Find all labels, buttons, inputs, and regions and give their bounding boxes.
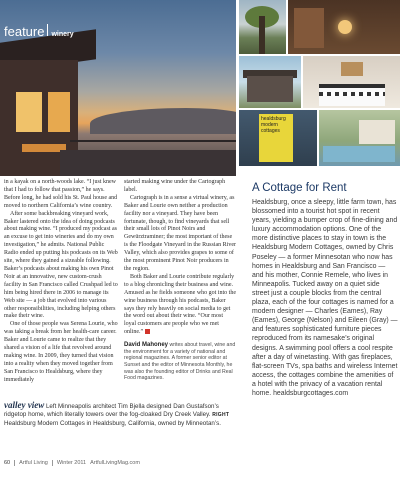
caption-text-2: Healdsburg Modern Cottages in Healdsburg, California, owned by Minneotan’s. xyxy=(4,419,221,427)
photo-caption xyxy=(4,402,236,427)
magazine-name: Artful Living xyxy=(19,460,48,466)
pool-building xyxy=(359,120,395,144)
section-name: winery xyxy=(51,31,74,38)
bedroom-photo xyxy=(303,56,400,108)
wall-art xyxy=(341,62,363,76)
tree-trunk xyxy=(259,16,265,54)
author-name: David Mahoney xyxy=(124,342,169,349)
sidebar-body: Healdsburg, once a sleepy, little farm town, has blossomed into a tourist hot spot in recent years, yielding a bumper crop of fine-dining and luxury accommodation options. One of the more distinctive places to stay in town is the Healdsburg Modern Cottages, owned by Chris Poseley — a former Minnesotan who now has homes in Healdsburg and San Francisco — and his mother, Connie Remele, who lives in Minneapolis. Tucked away on a quiet side street just a couple blocks from the central plaza, each of the four cottages is named for a modern designer — Charles (Eames), Ray (Eames), George (Nelson) and Eileen (Gray) — and features sophisticated furniture pieces reproduced from its namesake’s original designs. A swimming pool offers a cool respite after a day of winetasting. With gas fireplaces, flat-screen TVs, spa baths and wireless Internet access, the cottages combine the amenities of a hotel with the privacy of a vacation rental home. healdsburgcottages.com xyxy=(252,199,398,397)
article-column-2 xyxy=(124,179,236,475)
page-footer xyxy=(4,460,140,466)
tag-divider xyxy=(47,24,48,36)
feature-tag xyxy=(4,24,74,39)
lamp xyxy=(338,20,352,34)
footer-divider xyxy=(14,460,15,466)
bookshelf xyxy=(294,8,324,48)
lit-window xyxy=(48,92,70,132)
tree-photo xyxy=(239,0,286,54)
caption-label: valley view xyxy=(4,400,45,410)
pool-photo xyxy=(319,110,400,166)
sidebar-cottage xyxy=(252,181,398,421)
paragraph-last xyxy=(124,274,236,337)
issue-date: Winter 2011 xyxy=(56,460,87,466)
end-mark-icon xyxy=(145,329,150,334)
paragraph: started making wine under the Cartograph label. xyxy=(124,179,226,193)
deck-rail xyxy=(70,140,236,142)
striped-blanket xyxy=(319,92,385,96)
cottage xyxy=(247,76,293,102)
caption-text-1: Left Minneapolis architect Tim Bjella designed Dan Gustafson’s ridgetop home, which literally towers over the fog-cloaked Dry Creek Valley. xyxy=(4,403,219,418)
cottage-sign: healdsburg modern cottages xyxy=(259,114,293,162)
caption-direction: RIGHT xyxy=(212,411,230,418)
magazine-site: ArtfulLivingMag.com xyxy=(90,460,140,466)
footer-divider xyxy=(52,460,53,466)
page-number: 60 xyxy=(4,460,11,466)
sign-photo xyxy=(239,110,317,166)
paragraph: After some backbreaking vineyard work, Baker lastered onto the idea of doing podcasts about making wine. “I produced my podcast as an excuse to get into wineries and do my own investigation,” he admits. National Public Radio ended up putting his podcasts on its Web site, where they gained a sizeable following. Baker’s podcasts about making his own Pinot Noir at an innovative, new custom-crush facility in San Francisco called Crushpad led to him being hired there in 2006 to manage its Web site — a job that evolved into various other responsibilities, including helping others make their wine. xyxy=(4,210,118,320)
pool-water xyxy=(323,146,395,162)
sidebar-title: A Cottage for Rent xyxy=(252,182,347,194)
paragraph: One of those people was Serena Lourie, who was taking a break from her health-care career. Baker and Lourie came to realize that they shared a vision of a life that revolved around making wine. In 2009, they turned that vision into a reality when they moved together from San Francisco to Healdsburg, where they immediately xyxy=(4,321,118,383)
lit-window xyxy=(16,92,42,132)
paragraph: in a kayak on a north-woods lake. “I just knew that I had to follow that passion,” he says. Before long, he had sold his St. Paul house and moved to northern California’s wine country. xyxy=(4,179,118,209)
deck xyxy=(60,150,236,176)
hero-photo xyxy=(0,0,236,176)
feature-word: feature xyxy=(4,24,45,39)
paragraph: Cartograph is in a sense a virtual winery, as Baker and Lourie own neither a production facility nor a vineyard. They have been fortunate, though, to find vineyards that sell their small lots of Pinot Noirs and Gewürztraminer; the most important of these is the Floodgate Vineyard in the Russian River Valley, which also provides grapes to some of the most prominent Pinot Noir producers in the region. xyxy=(124,194,237,272)
author-bio xyxy=(124,342,236,382)
author-bio-text: writes about travel, wine and the environment for a variety of national and regional magazines. A former senior editor at Sunset and the editor of Minnesota Monthly, he was also the founding editor of Drinks and Real Food magazines. xyxy=(124,342,236,382)
article-column-1 xyxy=(4,179,119,399)
cottage-exterior-photo xyxy=(239,56,301,108)
interior-photo xyxy=(288,0,400,54)
paragraph-text: Both Baker and Lourie contribute regularly to a blog chronicling their business and wine. Amused as he fields someone who got into the wine business through his podcasts, Baker says they rely heavily on social media to get the word out about their wine. “Our most loyal customers are people who we met online.” xyxy=(124,273,236,336)
distant-hill xyxy=(90,108,236,134)
